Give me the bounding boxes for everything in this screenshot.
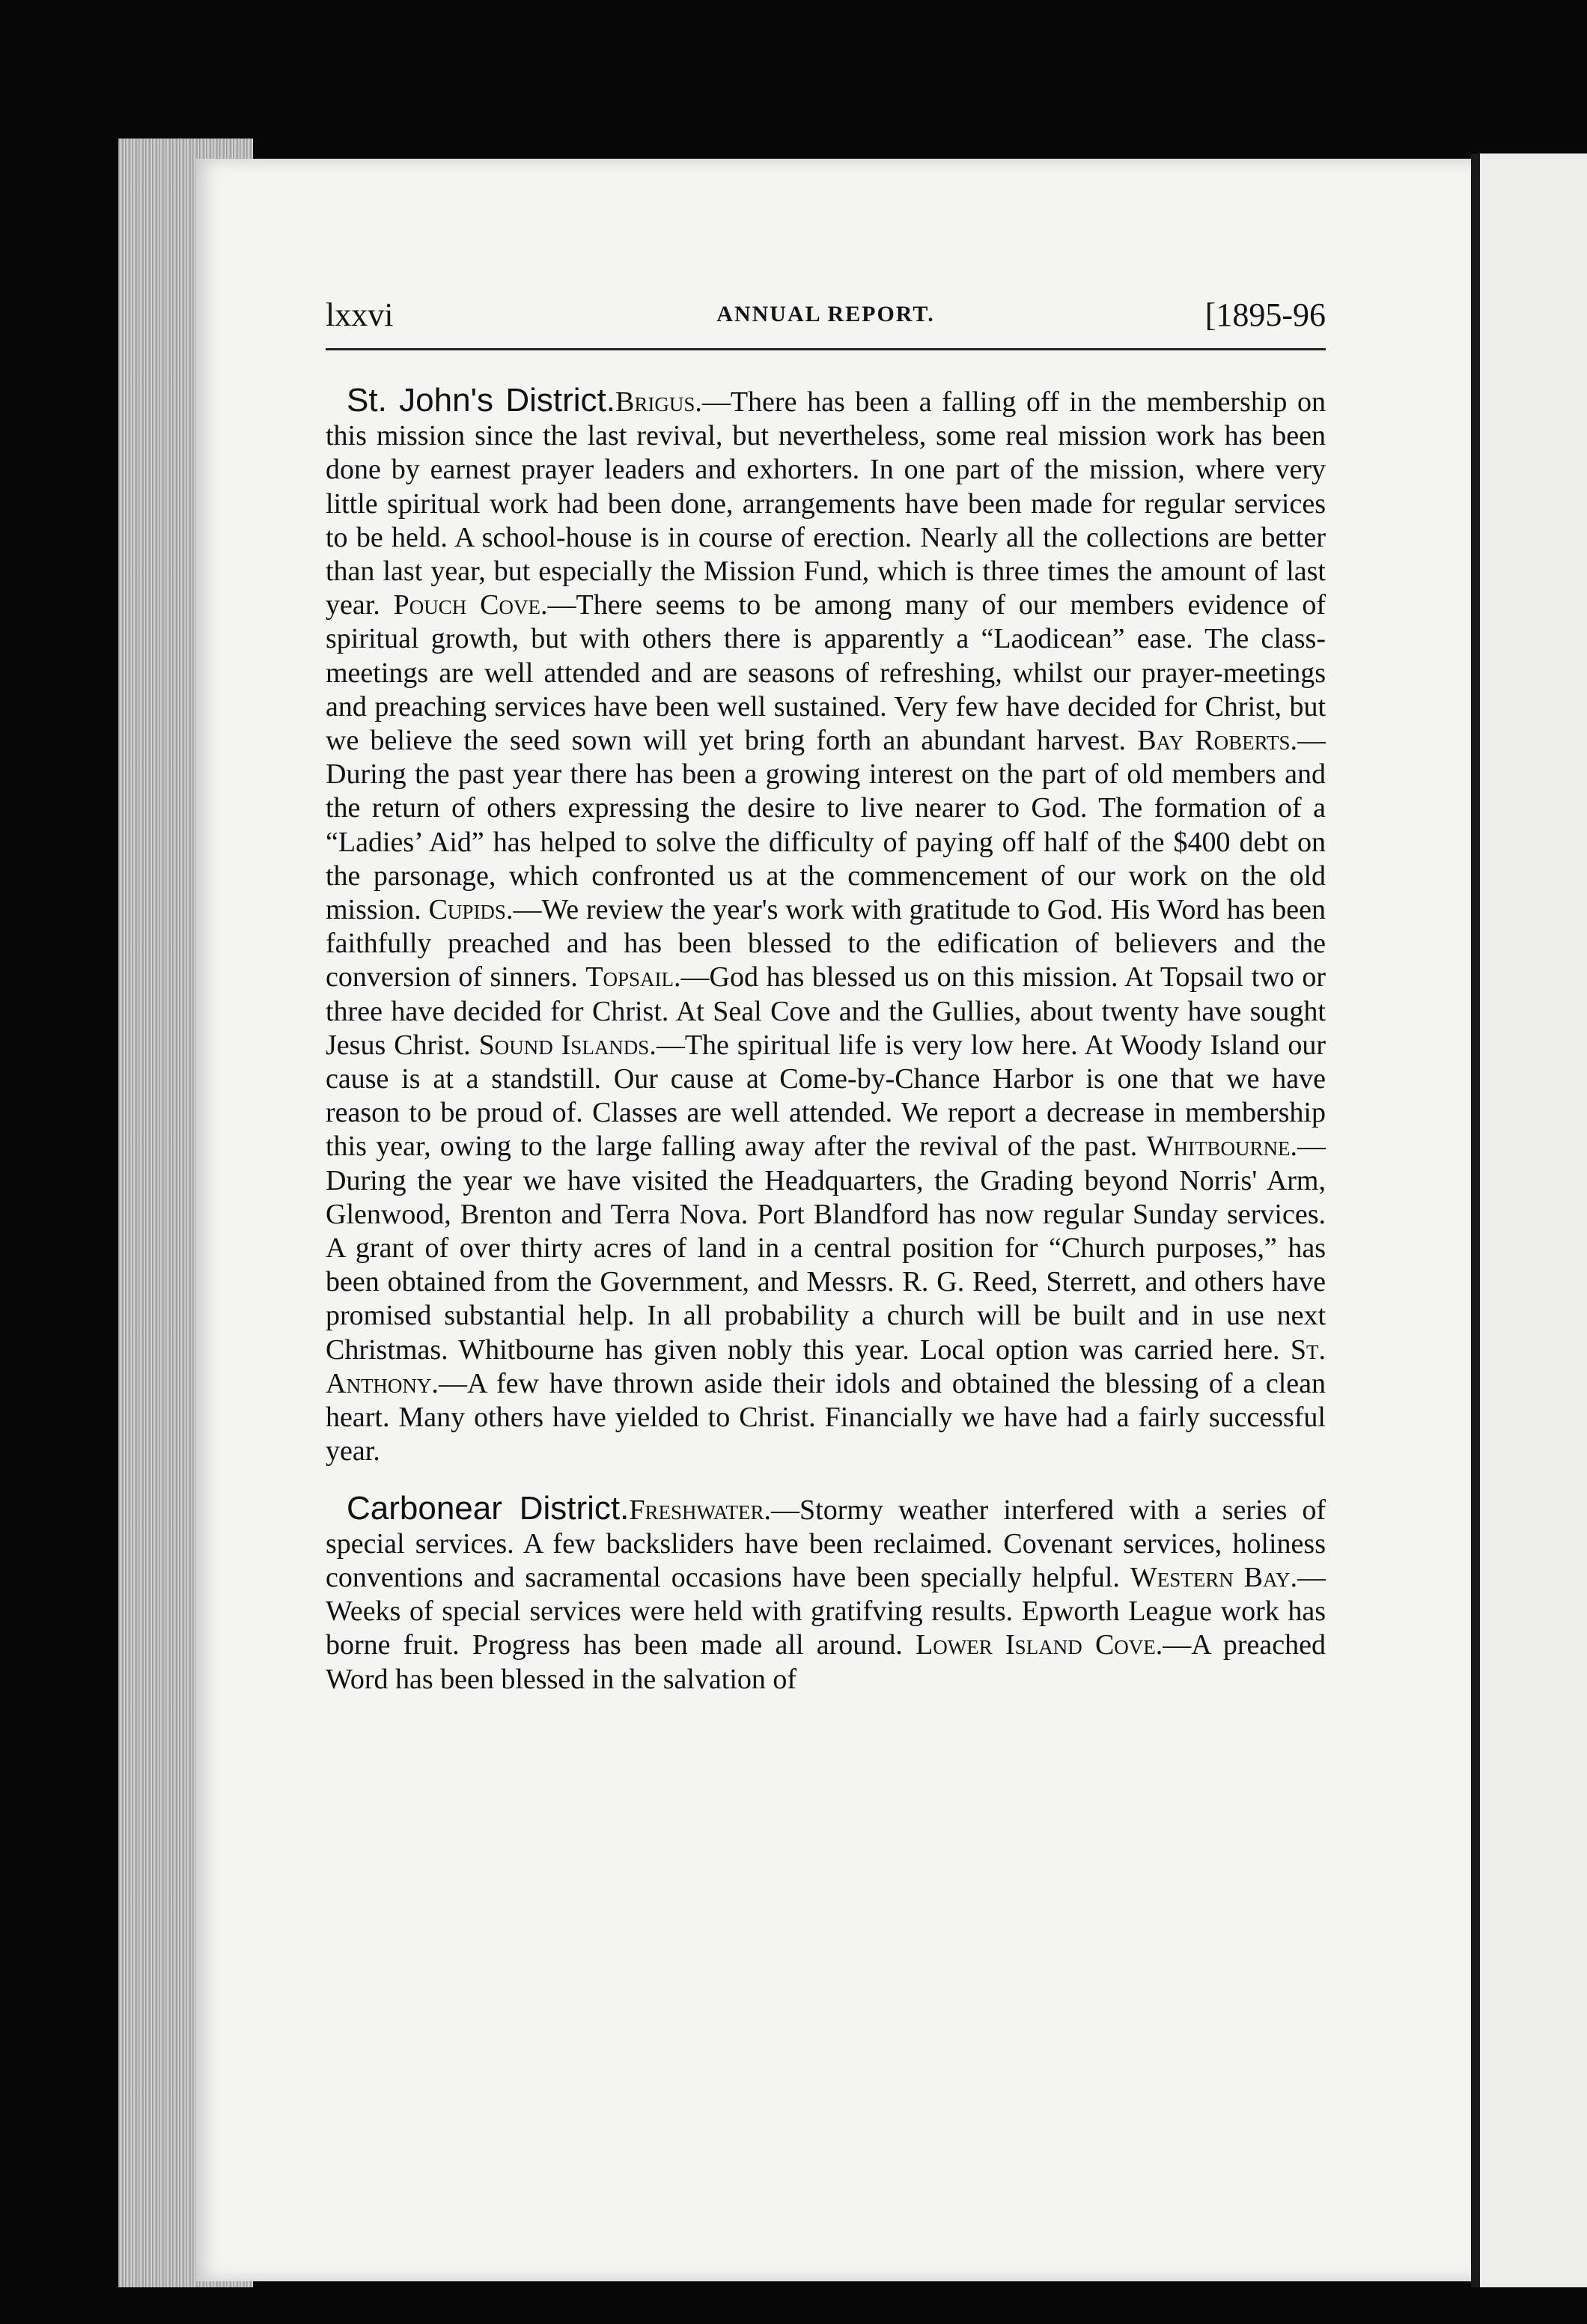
mission-name: Brigus. <box>615 386 702 418</box>
mission-report: —There has been a falling off in the membership on this mission since the last revival, but nevertheless, some real mission work has been done by earnest prayer leaders and exhorters. In one part of the mission, where very little spiritual work had been done, arrangements have been made for regular services to be held. A school-house is in course of erection. Nearly all the collections are better than last year, but especially the Mission Fund, which is three times the amount of last year. <box>326 386 1326 621</box>
mission-name: Western Bay. <box>1130 1561 1298 1593</box>
page-number: lxxvi <box>326 296 394 333</box>
mission-report: —We review the year's work with gratitude to God. His Word has been faithfully preached and has been blessed to the edification of believers and the conversion of sinners. <box>326 894 1326 994</box>
report-year: [1895-96 <box>1204 296 1326 333</box>
mission-name: Whitbourne. <box>1146 1131 1297 1163</box>
mission-report: —Weeks of special services were held with gratifving results. Epworth League work has borne fruit. Progress has been made all around. <box>326 1561 1326 1661</box>
mission-report: —The spiritual life is very low here. At Woody Island our cause is at a standstill. Our cause at Come-by-Chance Harbor is one that we have reason to be proud of. Classes are well attended. We report a decrease in membership this year, owing to the large falling away after the revival of the past. <box>326 1029 1326 1163</box>
mission-name: Pouch Cove. <box>393 589 548 621</box>
mission-name: Sound Islands. <box>478 1029 657 1061</box>
mission-name: Cupids. <box>428 894 514 926</box>
mission-report: —Stormy weather interfered with a series of special services. A few backsliders have been reclaimed. Covenant services, holiness conventions and sacramental occasions have been specially helpful. <box>326 1494 1326 1593</box>
mission-name: Bay Roberts. <box>1137 725 1298 757</box>
district-heading: St. John's District. <box>347 382 615 419</box>
report-body <box>326 383 1326 1697</box>
running-header <box>326 296 1326 350</box>
district-heading: Carbonear District. <box>347 1489 630 1527</box>
facing-page <box>1471 153 1587 2287</box>
running-title: ANNUAL REPORT. <box>716 302 935 326</box>
mission-name: St. Anthony. <box>326 1333 1326 1399</box>
mission-name: Topsail. <box>585 961 681 994</box>
mission-report: —A preached Word has been blessed in the salvation of <box>326 1629 1326 1695</box>
mission-report: —During the past year there has been a growing interest on the part of old members and the return of others expressing the desire to live nearer to God. The formation of a “Ladies’ Aid” has helped to solve the difficulty of paying off half of the $400 debt on the parsonage, which confronted us at the commencement of our work on the old mission. <box>326 725 1326 926</box>
mission-name: Freshwater. <box>629 1494 772 1526</box>
mission-name: Lower Island Cove. <box>916 1629 1163 1661</box>
mission-report: —There seems to be among many of our members evidence of spiritual growth, but with others there is apparently a “Laodicean” ease. The class-meetings are well attended and are seasons of refreshing, whilst our prayer-meetings and preaching services have been well sustained. Very few have decided for Christ, but we believe the seed sown will yet bring forth an abundant harvest. <box>326 589 1326 757</box>
mission-report: —During the year we have visited the Headquarters, the Grading beyond Norris' Arm, Glenwood, Brenton and Terra Nova. Port Blandford has now regular Sunday services. A grant of over thirty acres of land in a central position for “Church purposes,” has been obtained from the Government, and Messrs. R. G. Reed, Sterrett, and others have promised substantial help. In all probability a church will be built and in use next Christmas. Whitbourne has given nobly this year. Local option was carried here. <box>326 1131 1326 1366</box>
st-johns-district-paragraph <box>326 383 1326 1469</box>
carbonear-district-paragraph <box>326 1491 1326 1697</box>
mission-report: —God has blessed us on this mission. At Topsail two or three have decided for Christ. At Seal Cove and the Gullies, about twenty have sought Jesus Christ. <box>326 961 1326 1061</box>
mission-report: —A few have thrown aside their idols and obtained the blessing of a clean heart. Many others have yielded to Christ. Financially we have had a fairly successful year. <box>326 1367 1326 1467</box>
